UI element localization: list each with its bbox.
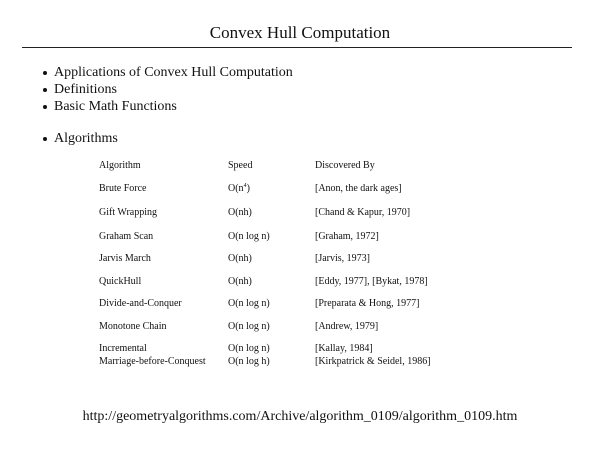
algorithm-speed: O(nh) [228, 276, 252, 287]
bullet-dot-icon [43, 88, 47, 92]
algorithm-speed: O(n log n) [228, 343, 270, 354]
algorithm-discovered-by: [Chand & Kapur, 1970] [315, 207, 411, 218]
bullet-algorithms [42, 130, 293, 147]
algorithm-discovered-by: [Preparata & Hong, 1977] [315, 298, 420, 309]
algorithm-speed: O(n log n) [228, 321, 270, 332]
source-url: http://geometryalgorithms.com/Archive/algorithm_0109/algorithm_0109.htm [82, 409, 518, 424]
bullet-label: Algorithms [54, 131, 118, 146]
bullet-basic-math-functions [42, 98, 293, 115]
bullet-label: Basic Math Functions [54, 99, 177, 114]
algorithm-name: Graham Scan [99, 231, 154, 242]
algorithm-name: Divide-and-Conquer [99, 298, 182, 309]
algorithm-name: Incremental [99, 343, 147, 354]
header-algorithm: Algorithm [99, 160, 141, 171]
speed-tail: ) [246, 183, 250, 194]
speed-base: O(n [228, 183, 244, 194]
bullet-dot-icon [43, 71, 47, 75]
header-discovered-by: Discovered By [315, 160, 375, 171]
title-divider [22, 47, 572, 48]
algorithm-discovered-by: [Anon, the dark ages] [315, 183, 402, 194]
algorithm-discovered-by: [Andrew, 1979] [315, 321, 379, 332]
algorithm-name: Gift Wrapping [99, 207, 158, 218]
algorithm-speed [228, 183, 250, 195]
algorithm-discovered-by: [Kallay, 1984] [315, 343, 373, 354]
algorithm-discovered-by: [Kirkpatrick & Seidel, 1986] [315, 356, 431, 367]
algorithm-speed: O(n log n) [228, 231, 270, 242]
algorithm-name: Brute Force [99, 183, 147, 194]
bullet-dot-icon [43, 105, 47, 109]
bullet-definitions [42, 81, 293, 98]
topic-bullet-list [42, 64, 293, 147]
algorithm-name: QuickHull [99, 276, 142, 287]
algorithm-discovered-by: [Eddy, 1977], [Bykat, 1978] [315, 276, 428, 287]
algorithm-discovered-by: [Jarvis, 1973] [315, 253, 370, 264]
algorithm-speed: O(n log n) [228, 298, 270, 309]
bullet-label: Applications of Convex Hull Computation [54, 65, 293, 80]
speed-exponent: 4 [243, 183, 247, 189]
header-speed: Speed [228, 160, 253, 171]
algorithm-speed: O(nh) [228, 253, 252, 264]
algorithm-speed: O(n log h) [228, 356, 270, 367]
algorithm-name: Jarvis March [99, 253, 151, 264]
algorithm-speed: O(nh) [228, 207, 252, 218]
slide-title: Convex Hull Computation [209, 23, 391, 42]
bullet-dot-icon [43, 137, 47, 141]
algorithm-name: Monotone Chain [99, 321, 167, 332]
bullet-label: Definitions [54, 82, 117, 97]
algorithm-discovered-by: [Graham, 1972] [315, 231, 379, 242]
bullet-applications [42, 64, 293, 81]
algorithm-name: Marriage-before-Conquest [99, 356, 206, 367]
